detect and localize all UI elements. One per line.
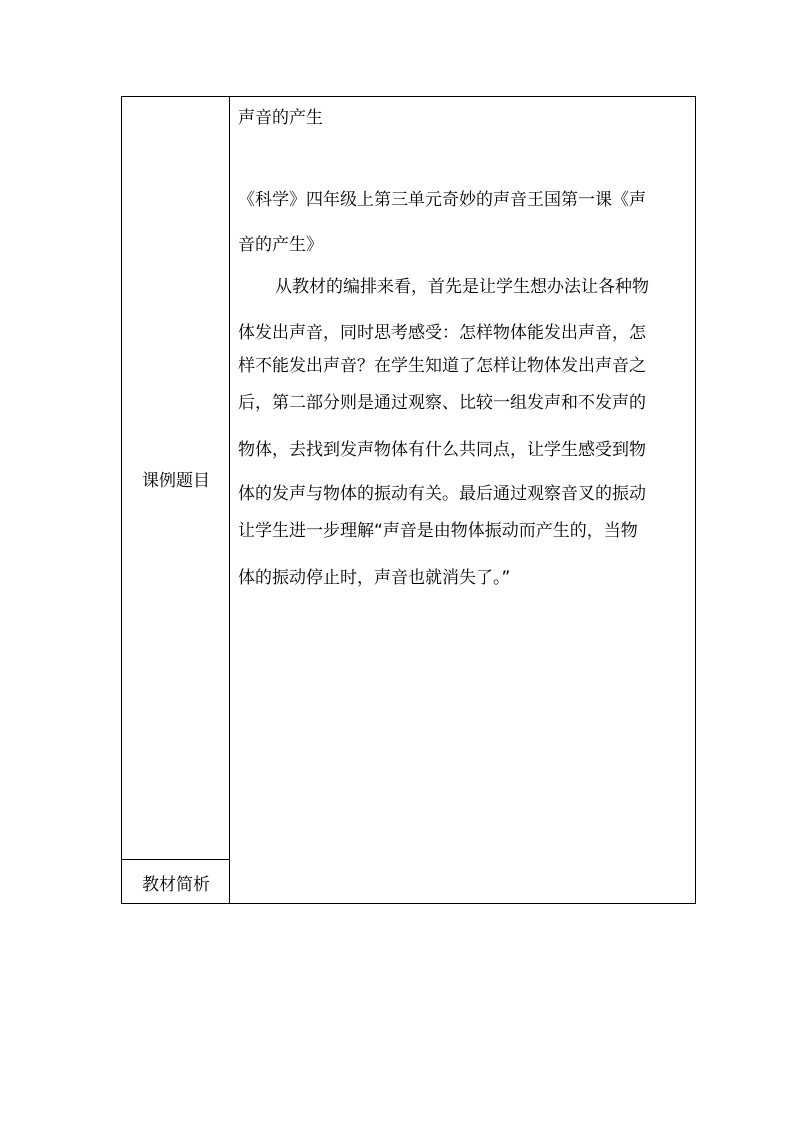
analysis-line-7: 让学生进一步理解“声音是由物体振动而产生的，当物 [238,521,638,541]
analysis-line-5: 物体，去找到发声物体有什么共同点，让学生感受到物 [238,440,646,460]
analysis-line-2: 体发出声音，同时思考感受：怎样物体能发出声音，怎 [238,323,646,343]
lesson-topic-label: 课例题目 [142,471,210,491]
course-info-line-1: 《科学》四年级上第三单元奇妙的声音王国第一课《声 [238,190,646,210]
lesson-title: 声音的产生 [238,108,323,128]
row-divider [122,859,230,860]
analysis-line-4: 后，第二部分则是通过观察、比较一组发声和不发声的 [238,393,646,413]
textbook-analysis-label: 教材简析 [142,875,210,895]
analysis-line-6: 体的发声与物体的振动有关。最后通过观察音叉的振动 [238,484,646,504]
course-info-line-2: 音的产生》 [238,235,323,255]
row-label-column [122,97,230,903]
analysis-line-8: 体的振动停止时，声音也就消失了。” [238,568,511,588]
content-column [238,97,690,903]
analysis-line-1: 从教材的编排来看，首先是让学生想办法让各种物 [275,277,649,297]
analysis-line-3: 样不能发出声音？在学生知道了怎样让物体发出声音之 [238,356,646,376]
lesson-plan-table [121,96,696,904]
